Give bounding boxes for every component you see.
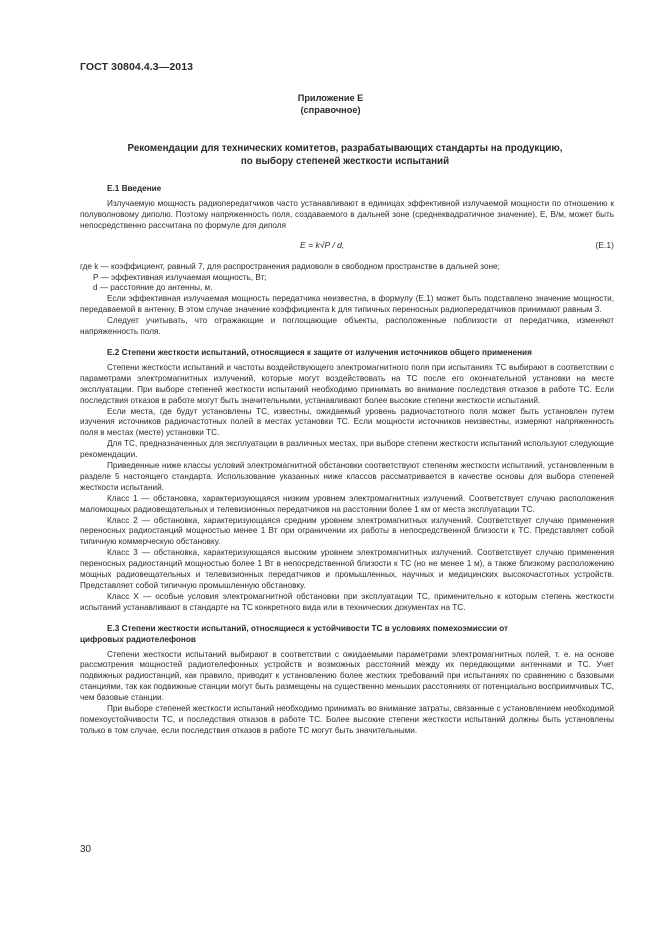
section-e3-heading-line1: Е.3 Степени жесткости испытаний, относящиеся к устойчивости ТС в условиях помехоэмиссии от	[107, 623, 509, 633]
class-1-description: Класс 1 — обстановка, характеризующаяся низким уровнем электромагнитных излучений. Соответствует случаю расположения маломощных радиовещательных и телевизионных передатчиков на расстоянии более 1 км от места эксплуатации ТС.	[80, 493, 614, 514]
section-e2-paragraph: Для ТС, предназначенных для эксплуатации в различных местах, при выборе степени жесткости испытаний используют следующие рекомендации.	[80, 439, 614, 460]
annex-subtitle: (справочное)	[300, 105, 361, 115]
class-2-description: Класс 2 — обстановка, характеризующаяся средним уровнем электромагнитных излучений. Соответствует случаю применения переносных радиостанций мощностью менее 1 Вт при ограничении их работы в непосредственной близости к ТС. Представляет собой типичную коммерческую обстановку.	[80, 515, 614, 547]
section-e1-paragraph: Если эффективная излучаемая мощность передатчика неизвестна, в формулу (Е.1) может быть подставлено значение мощности, передаваемой в антенну. В этом случае значение коэффициента k для типичных переносных радиопередатчиков принимают равным 3.	[80, 294, 614, 315]
formula-legend-d: d — расстояние до антенны, м.	[93, 283, 213, 293]
section-e2-heading: Е.2 Степени жесткости испытаний, относящиеся к защите от излучения источников общего применения	[107, 347, 532, 357]
document-body	[80, 182, 614, 737]
annex-title: Приложение Е	[297, 93, 364, 103]
section-e2-paragraph: Приведенные ниже классы условий электромагнитной обстановки соответствуют степеням жесткости испытаний, установленным в разделе 5 настоящего стандарта. Использование указанных ниже классов рассматривается в качестве основы для выбора степеней жесткости испытаний.	[80, 461, 614, 492]
standard-header: ГОСТ 30804.4.3—2013	[80, 61, 194, 73]
formula-e1: Е = k√P / d,	[300, 239, 345, 250]
section-e3-heading	[80, 623, 614, 646]
document-title-line1: Рекомендации для технических комитетов, разрабатывающих стандарты на продукцию,	[127, 143, 563, 154]
formula-legend-p: P — эффективная излучаемая мощность, Вт;	[93, 272, 267, 282]
document-title	[90, 143, 600, 168]
class-x-description: Класс Х — особые условия электромагнитной обстановки при эксплуатации ТС, применительно к которым степень жесткости испытаний устанавливают в стандарте на ТС конкретного вида или в технических документах на ТС.	[80, 591, 614, 612]
annex-heading	[0, 92, 661, 116]
formula-block	[80, 236, 614, 260]
formula-number: (Е.1)	[595, 239, 614, 250]
page-number: 30	[80, 844, 92, 855]
section-e3-heading-line2: цифровых радиотелефонов	[80, 634, 196, 644]
section-e3-paragraph: Степени жесткости испытаний выбирают в соответствии с ожидаемыми параметрами электромагнитных полей, т. е. на основе рассмотрения мощностей радиотелефонных устройств и возможных расстояний между их передающими антеннами и ТС. Учет подвижных радиостанций, как правило, приводит к установлению более жестких требований при испытаниях по сравнению с базовыми станциями, так как подвижные станции могут быть размещены на существенно меньших расстояниях от потенциально восприимчивых ТС, чем базовые станции.	[80, 649, 614, 703]
formula-where-line: где k — коэффициент, равный 7, для распространения радиоволн в свободном пространстве в дальней зоне;	[80, 261, 500, 271]
section-e2-paragraph: Если места, где будут установлены ТС, известны, ожидаемый уровень радиочастотного поля может быть установлен путем изучения источников радиочастотных полей в местах установки ТС. Если мощности источников неизвестны, измеряют напряженность поля в местах (месте) установки ТС.	[80, 406, 614, 438]
document-title-line2: по выбору степеней жесткости испытаний	[240, 155, 450, 167]
class-3-description: Класс 3 — обстановка, характеризующаяся высоким уровнем электромагнитных излучений. Соответствует случаю применения переносных радиостанций мощностью более 1 Вт в непосредственной близости к ТС (но не менее 1 м), а также близкому расположению мощных радиовещательных и телевизионных передатчиков и промышленных, научных и медицинских высокочастотных устройств. Представляет собой типичную промышленную обстановку.	[80, 548, 614, 590]
section-e1-heading: Е.1 Введение	[107, 184, 162, 193]
section-e1-paragraph: Следует учитывать, что отражающие и поглощающие объекты, расположенные поблизости от передатчика, изменяют напряженность поля.	[80, 316, 614, 337]
section-e1-paragraph: Излучаемую мощность радиопередатчиков часто устанавливают в единицах эффективной излучаемой мощности по отношению к полуволновому диполю. Поэтому напряженность поля, создаваемого в дальней зоне (среднеквадратичное значение), Е, В/м, может быть непосредственно рассчитана по формуле для диполя	[80, 198, 614, 230]
section-e3-paragraph: При выборе степеней жесткости испытаний необходимо принимать во внимание затраты, связанные с установлением необходимой помехоустойчивости ТС, и последствия отказов в работе ТС. Более высокие степени жесткости испытаний должны быть установлены только в том случае, если последствия отказов в работе ТС могут быть значительными.	[80, 704, 614, 735]
section-e2-paragraph: Степени жесткости испытаний и частоты воздействующего электромагнитного поля при испытаниях ТС выбирают в соответствии с параметрами электромагнитных излучений, которые могут воздействовать на ТС после его окончательной установки на месте эксплуатации. При выборе степеней жесткости испытаний необходимо принимать во внимание последствия отказов в работе ТС. Если последствия отказов в работе могут быть значительными, устанавливают более высокие степени жесткости испытаний.	[80, 362, 614, 405]
